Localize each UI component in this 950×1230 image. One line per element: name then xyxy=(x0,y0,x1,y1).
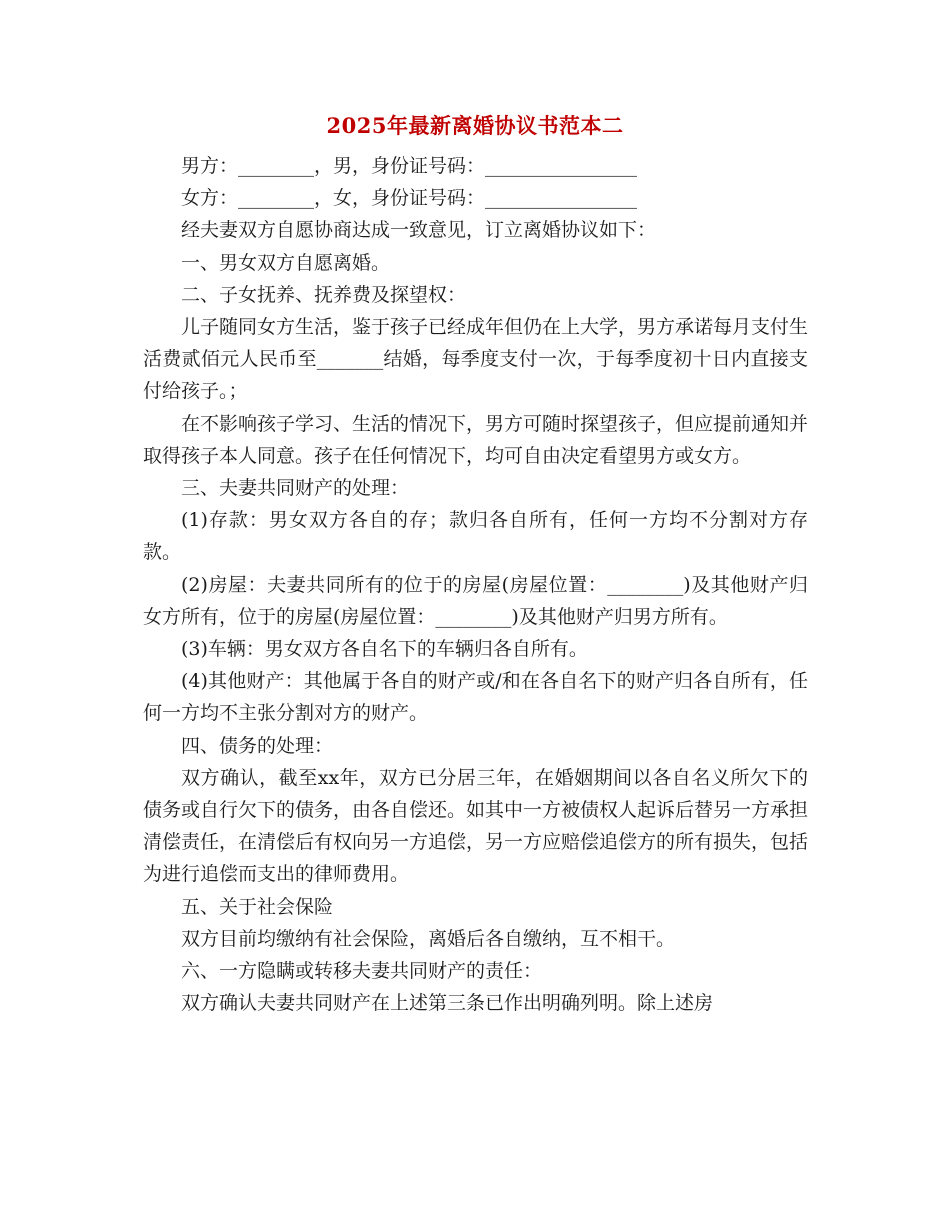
paragraph-intro: 经夫妻双方自愿协商达成一致意见，订立离婚协议如下： xyxy=(181,219,657,242)
paragraph-vehicles: (3)车辆：男女双方各自名下的车辆归各自所有。 xyxy=(181,638,588,661)
section-heading-6: 六、一方隐瞒或转移夫妻共同财产的责任： xyxy=(181,960,543,983)
paragraph-deposits: (1)存款：男女双方各自的存；款归各自所有，任何一方均不分割对方存款。 xyxy=(143,509,808,564)
document-title: 2025年最新离婚协议书范本二 xyxy=(326,113,624,138)
document-body xyxy=(143,150,808,1019)
paragraph-social-insurance: 双方目前均缴纳有社会保险，离婚后各自缴纳，互不相干。 xyxy=(181,927,676,950)
paragraph-debts: 双方确认，截至xx年，双方已分居三年，在婚姻期间以各自名义所欠下的债务或自行欠下的债务，由各自偿还。如其中一方被债权人起诉后替另一方承担清偿责任，在清偿后有权向另一方追偿，另一方应赔偿追偿方的所有损失，包括为进行追偿而支出的律师费用。 xyxy=(143,766,809,886)
paragraph-housing: (2)房屋：夫妻共同所有的位于的房屋(房屋位置：________)及其他财产归女方所有，位于的房屋(房屋位置：________)及其他财产归男方所有。 xyxy=(143,573,808,628)
paragraph-other-property: (4)其他财产：其他属于各自的财产或/和在各自名下的财产归各自所有，任何一方均不主张分割对方的财产。 xyxy=(143,670,808,725)
paragraph-wife-info: 女方：________，女，身份证号码：________________ xyxy=(181,187,638,210)
section-heading-4: 四、债务的处理： xyxy=(181,734,334,757)
section-heading-2: 二、子女抚养、抚养费及探望权： xyxy=(181,283,467,306)
section-heading-3: 三、夫妻共同财产的处理： xyxy=(181,477,410,500)
section-heading-1: 一、男女双方自愿离婚。 xyxy=(181,251,391,274)
section-heading-5: 五、关于社会保险 xyxy=(181,895,334,918)
paragraph-property-confirmation: 双方确认夫妻共同财产在上述第三条已作出明确列明。除上述房 xyxy=(181,992,714,1015)
paragraph-visitation: 在不影响孩子学习、生活的情况下，男方可随时探望孩子，但应提前通知并取得孩子本人同意。孩子在任何情况下，均可自由决定看望男方或女方。 xyxy=(143,412,809,467)
paragraph-husband-info: 男方：________，男，身份证号码：________________ xyxy=(181,155,638,177)
paragraph-child-support: 儿子随同女方生活，鉴于孩子已经成年但仍在上大学，男方承诺每月支付生活费贰佰元人民币至_______结婚，每季度支付一次，于每季度初十日内直接支付给孩子。； xyxy=(143,316,809,403)
